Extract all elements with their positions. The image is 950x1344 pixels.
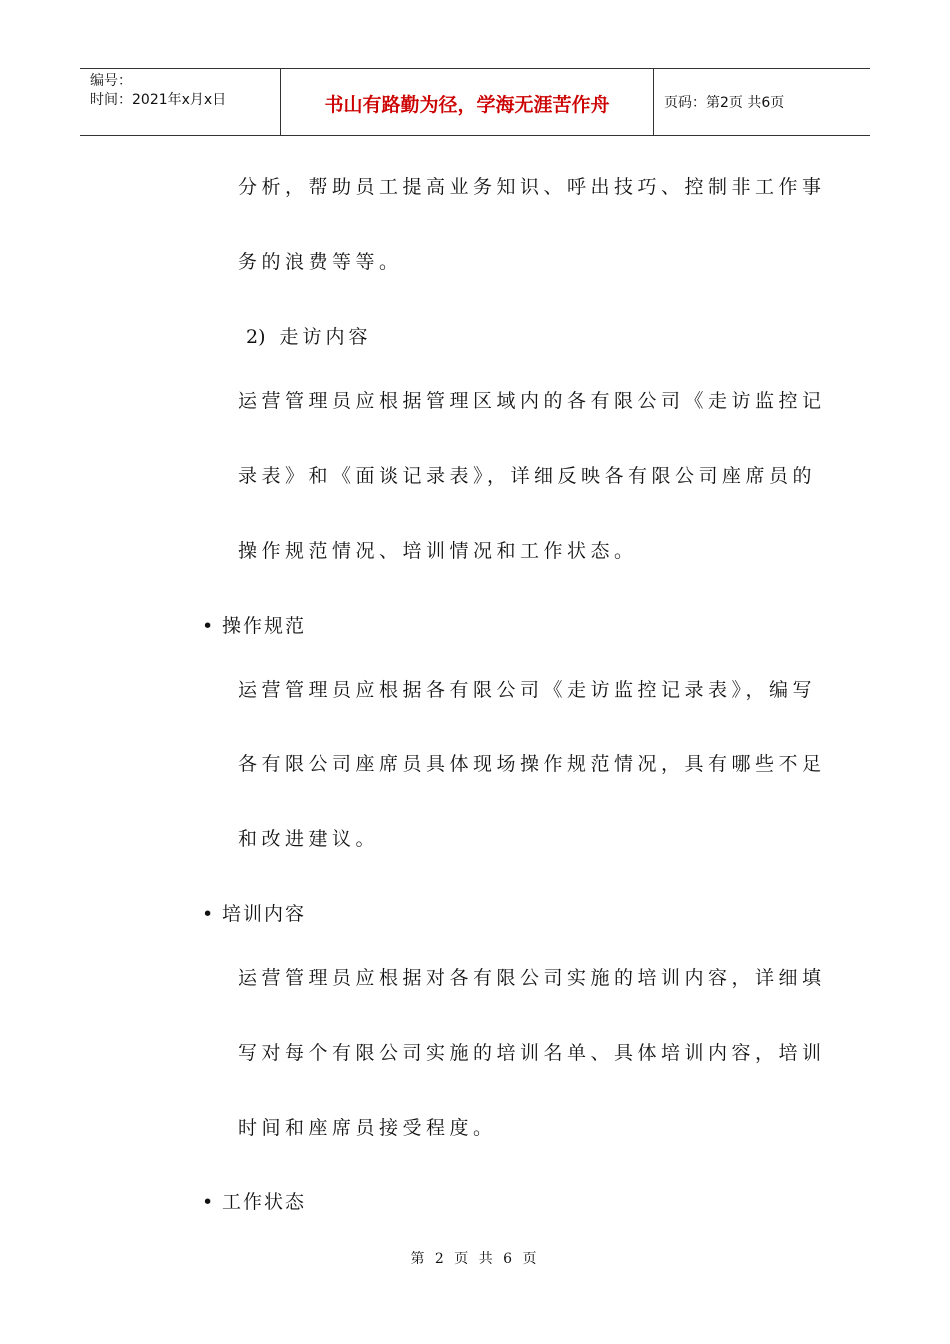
bullet-heading	[202, 611, 306, 638]
section-title: 走访内容	[279, 326, 372, 348]
bullet-heading	[202, 899, 306, 926]
header-page-info: 页码：第2页 共6页	[664, 95, 785, 111]
page-footer: 第 2 页 共 6 页	[410, 1251, 540, 1267]
paragraph-line: 运营管理员应根据各有限公司《走访监控记录表》，编写	[238, 679, 817, 701]
bullet-icon: •	[202, 903, 214, 925]
section-heading	[246, 322, 372, 349]
paragraph-line: 务的浪费等等。	[238, 251, 403, 273]
bullet-icon: •	[202, 615, 214, 637]
bullet-title: 培训内容	[222, 903, 307, 925]
paragraph-line: 时间和座席员接受程度。	[238, 1117, 497, 1139]
header-number-label: 编号：	[90, 73, 132, 89]
bullet-icon: •	[202, 1191, 214, 1213]
paragraph-line: 运营管理员应根据对各有限公司实施的培训内容，详细填	[238, 967, 826, 989]
paragraph-line: 分析，帮助员工提高业务知识、呼出技巧、控制非工作事	[238, 176, 826, 198]
paragraph-line: 录表》和《面谈记录表》，详细反映各有限公司座席员的	[238, 465, 817, 487]
bullet-title: 工作状态	[222, 1191, 307, 1213]
bullet-heading	[202, 1187, 306, 1214]
header-meta	[80, 69, 281, 135]
section-number: 2)	[246, 326, 266, 348]
paragraph-line: 运营管理员应根据管理区域内的各有限公司《走访监控记	[238, 390, 826, 412]
paragraph-line: 写对每个有限公司实施的培训名单、具体培训内容，培训	[238, 1042, 826, 1064]
header-time-label: 时间：2021年x月x日	[90, 92, 227, 108]
page-header	[80, 68, 870, 136]
paragraph-line: 操作规范情况、培训情况和工作状态。	[238, 540, 638, 562]
paragraph-line: 和改进建议。	[238, 828, 380, 850]
bullet-title: 操作规范	[222, 615, 307, 637]
paragraph-line: 各有限公司座席员具体现场操作规范情况，具有哪些不足	[238, 753, 826, 775]
header-motto: 书山有路勤为径，学海无涯苦作舟	[281, 69, 654, 135]
